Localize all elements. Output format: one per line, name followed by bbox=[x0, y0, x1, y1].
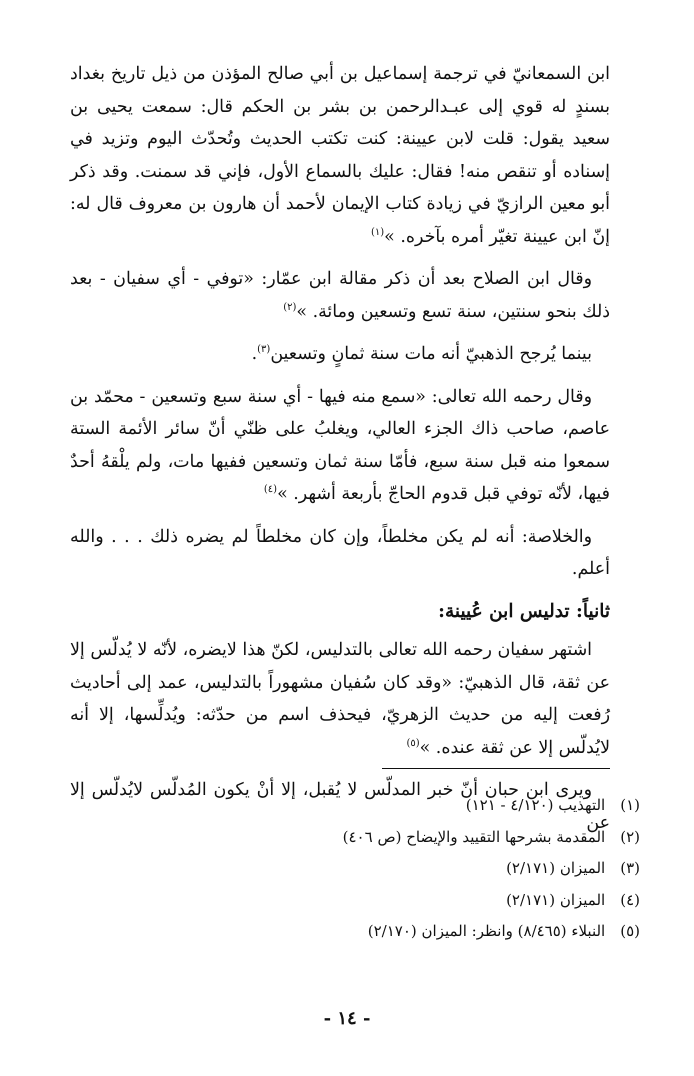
section-heading: ثانياً: تدليس ابن عُيينة: bbox=[438, 600, 610, 622]
footnote-text: الميزان (٢/١٧١) bbox=[506, 890, 606, 909]
page-number: - ١٤ - bbox=[323, 1008, 371, 1029]
footnote-number: (٣) bbox=[620, 859, 640, 877]
footnote-separator bbox=[382, 768, 610, 769]
footnote-item bbox=[80, 885, 640, 917]
footnote-number: (٢) bbox=[620, 827, 640, 846]
paragraph-4 bbox=[70, 381, 610, 511]
paragraph-2 bbox=[70, 263, 610, 328]
paragraph-text: اشتهر سفيان رحمه الله تعالى بالتدليس، لكنّ هذا لايضره، لأنّه لا يُدلّس إلا عن ثقة، قال الذهبيّ: «وقد كان سُفيان مشهوراً بالتدليس، عمد إلى أحاديث رُفعت إليه من حديث الزهريّ، فيحذف اسم من حدّثه: ويُدلِّسها، إلا أنه لايُدلّس إلا عن ثقة عنده. » bbox=[70, 640, 610, 758]
footnote-number: (٥) bbox=[620, 922, 640, 940]
footnote-ref: (٤) bbox=[263, 484, 278, 496]
paragraph-3 bbox=[70, 338, 610, 371]
paragraph-text: ويرى ابن حبان أنّ خبر المدلّس لا يُقبل، إلا أنْ يكون المُدلّس لايُدلّس إلا عن bbox=[70, 780, 610, 833]
paragraph-text: وقال رحمه الله تعالى: «سمع منه فيها - أي سنة سبع وتسعين - محمّد بن عاصم، صاحب ذاك الجزء العالي، ويغلبُ على ظنّي أنّ سائر الأئمة الستة سمعوا منه قبل سنة سبع، فأمّا سنة ثمان وتسعين ففيها مات، ولم يلْقهُ أحدٌ فيها، لأنّه توفي قبل قدوم الحاجّ بأربعة أشهر. » bbox=[70, 386, 610, 504]
footnote-ref: (٢) bbox=[283, 301, 297, 313]
footnote-text: الميزان (٢/١٧١) bbox=[506, 859, 606, 877]
footnotes-list bbox=[80, 790, 640, 948]
paragraph-text: وقال ابن الصلاح بعد أن ذكر مقالة ابن عمّار: «توفي - أي سفيان - بعد ذلك بنحو سنتين، سنة تسع وتسعين ومائة. » bbox=[70, 269, 610, 322]
paragraph-6 bbox=[70, 634, 610, 764]
paragraph-end-punct: . bbox=[251, 344, 258, 364]
footnote-ref: (٥) bbox=[406, 737, 420, 749]
footnote-number: (١) bbox=[620, 796, 640, 814]
footnote-text: النبلاء (٨/٤٦٥) وانظر: الميزان (٢/١٧٠) bbox=[367, 922, 606, 940]
paragraph-5 bbox=[70, 521, 610, 586]
footnote-ref: (١) bbox=[370, 226, 385, 238]
footnote-item bbox=[80, 916, 640, 948]
paragraph-text: ابن السمعانيّ في ترجمة إسماعيل بن أبي صالح المؤذن من ذيل تاريخ بغداد بسندٍ له قوي إلى عبـدالرحمن بن بشر بن الحكم قال: سمعت يحيى بن سعيد يقول: قلت لابن عيينة: كنت تكتب الحديث وتُحدّث اليوم وتزيد في إسناده أو تنقص منه! فقال: عليك بالسماع الأول، فإني قد سمنت. وقد ذكر أبو معين الرازيّ في زيادة كتاب الإيمان لأحمد أن هارون بن معروف قال له: إنّ ابن عيينة تغيّر أمره بآخره. » bbox=[70, 64, 610, 247]
footnote-text: التهذيب (٤/١٢٠ - ١٢١) bbox=[465, 796, 606, 814]
paragraph-text: بينما يُرجح الذهبيّ أنه مات سنة ثمانٍ وتسعين bbox=[270, 344, 592, 364]
footnote-item bbox=[80, 853, 640, 885]
footnote-number: (٤) bbox=[620, 890, 640, 909]
footnote-text: المقدمة بشرحها التقييد والإيضاح (ص ٤٠٦) bbox=[342, 827, 606, 846]
footnote-ref: (٣) bbox=[257, 344, 271, 356]
paragraph-1 bbox=[70, 58, 610, 253]
footnote-item bbox=[80, 790, 640, 822]
footnote-item bbox=[80, 822, 640, 854]
main-text bbox=[70, 58, 610, 849]
paragraph-text: والخلاصة: أنه لم يكن مخلطاً، وإن كان مخلطاً لم يضره ذلك . . . والله أعلم. bbox=[70, 526, 610, 579]
